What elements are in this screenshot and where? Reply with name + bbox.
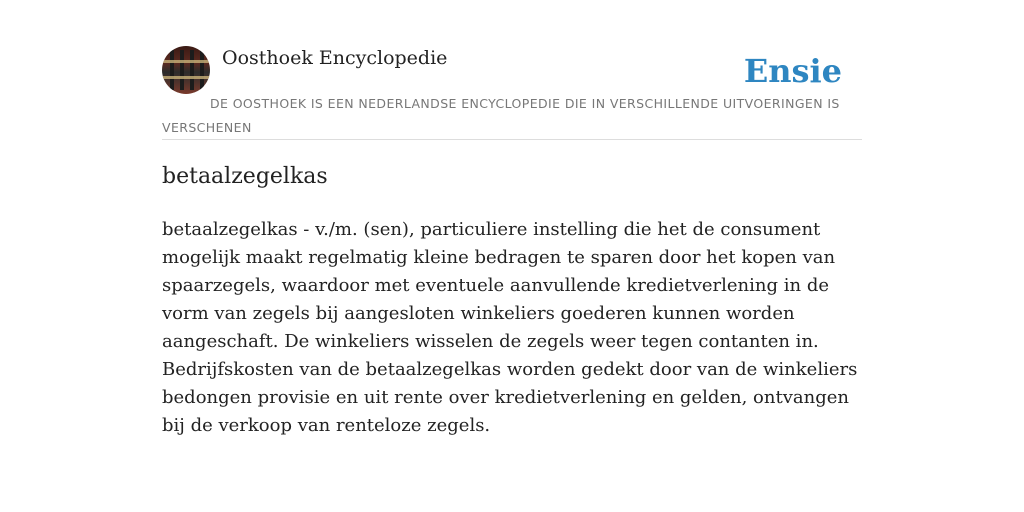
article-body: betaalzegelkas - v./m. (sen), particuliere instelling die het de consument mogelijk maakt regelmatig kleine bedragen te sparen door het kopen van spaarzegels, waardoor met eventuele aanvullende kredietverlening in de vorm van zegels bij aangesloten winkeliers goederen kunnen worden aangeschaft. De winkeliers wisselen de zegels weer tegen contanten in. Bedrijfskosten van de betaalzegelkas worden gedekt door van de winkeliers bedongen provisie en uit rente over kredietverlening en gelden, ontvangen bij de verkoop van renteloze zegels. [162,219,858,436]
article-title: betaalzegelkas [162,164,328,189]
encyclopedia-avatar[interactable] [162,46,210,94]
brand-logo-link[interactable]: Ensie [743,52,842,90]
site-tagline: DE OOSTHOEK IS EEN NEDERLANDSE ENCYCLOPEDIE DIE IN VERSCHILLENDE UITVOERINGEN IS VERSCHENEN [162,96,840,135]
page-header [162,46,862,140]
header-divider [162,139,862,140]
site-name[interactable]: Oosthoek Encyclopedie [222,47,448,69]
